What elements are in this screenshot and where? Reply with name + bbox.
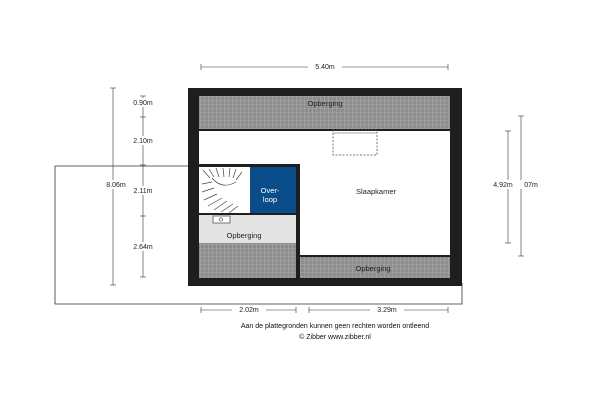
bedroom-floor-lower — [300, 166, 450, 256]
dimension-left-label-2: 2.10m — [133, 138, 153, 145]
landing-label-line1: Over- — [260, 186, 280, 195]
stair-divider-wall — [199, 213, 296, 215]
landing-top-wall — [199, 164, 300, 167]
footer-credit: © Zibber www.zibber.nl — [299, 334, 371, 341]
storage-left-label: Opberging — [226, 231, 262, 240]
storage-bottom-wall — [300, 255, 450, 257]
dimension-right-label: 4.92m — [493, 182, 513, 189]
dimension-left-total-label: 8.06m — [106, 182, 126, 189]
dimension-right-label-2: 07m — [524, 182, 538, 189]
dimension-top-label: 5.40m — [315, 64, 335, 71]
landing-label-line2: loop — [262, 195, 278, 204]
dimension-left-label-4: 2.64m — [133, 244, 153, 251]
bedroom-label: Slaapkamer — [355, 187, 397, 196]
dimension-left-label-3: 2.11m — [133, 188, 153, 195]
landing-right-wall — [296, 164, 300, 279]
dimension-left-label-1: 0.90m — [133, 100, 153, 107]
wash-unit — [213, 216, 230, 223]
stair-area — [199, 166, 250, 214]
dimension-top — [201, 62, 448, 71]
dimension-bottom-left-label: 2.02m — [239, 307, 259, 314]
storage-top-wall — [199, 129, 450, 131]
storage-top-label: Opberging — [307, 99, 343, 108]
storage-left-area — [199, 242, 296, 278]
dimension-bottom-right-label: 3.29m — [377, 307, 397, 314]
storage-bottom-label: Opberging — [355, 264, 391, 273]
footer-disclaimer: Aan de plattegronden kunnen geen rechten worden ontleend — [240, 323, 430, 330]
